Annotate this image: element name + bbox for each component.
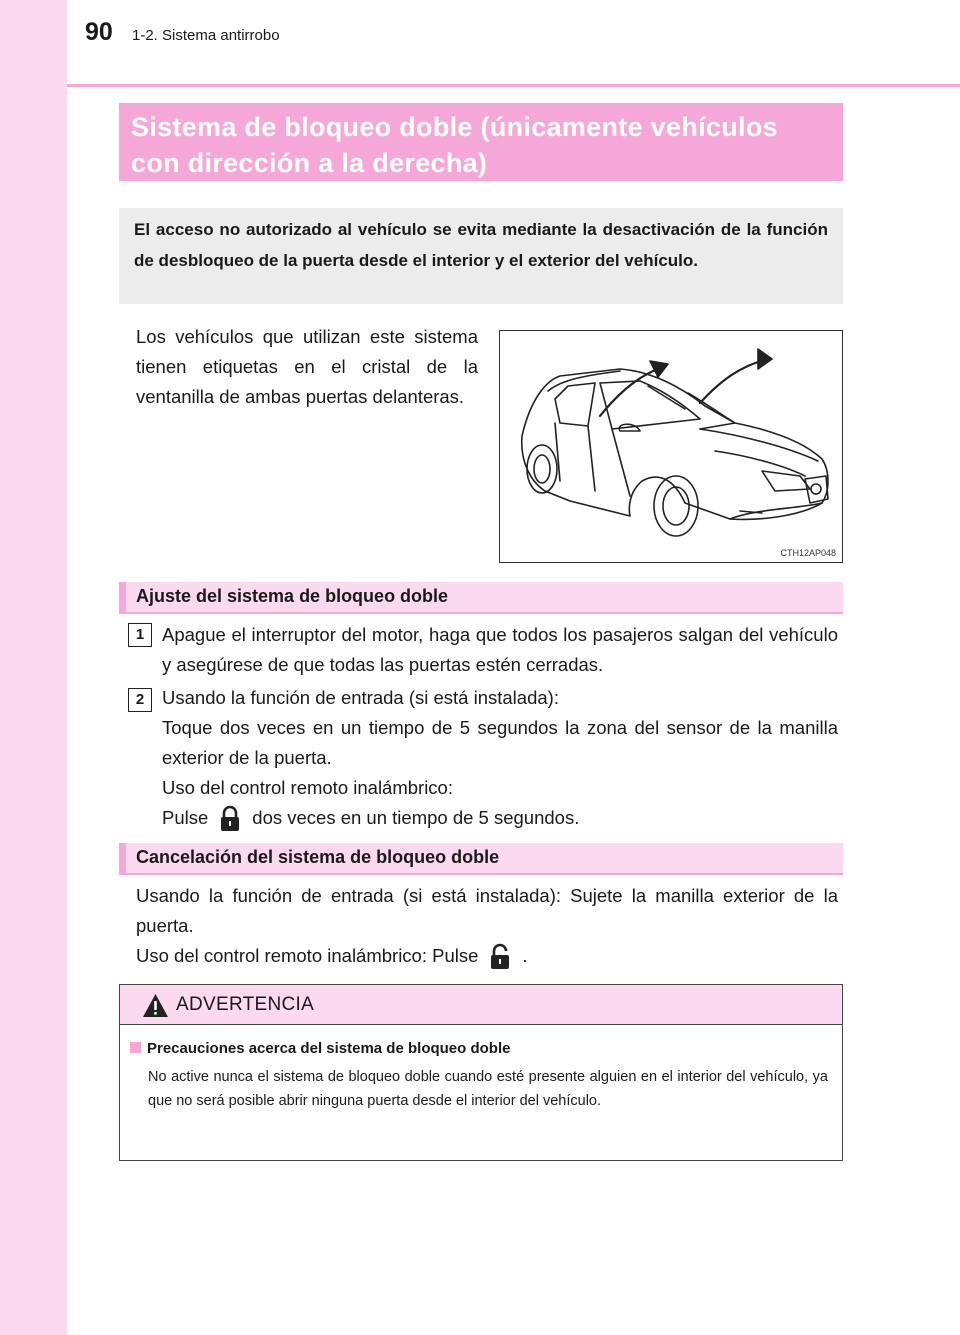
running-head: 1-2. Sistema antirrobo <box>132 27 280 44</box>
cancel-heading: Cancelación del sistema de bloqueo doble <box>119 843 843 875</box>
step-2-line-3: Uso del control remoto inalámbrico: <box>162 777 453 798</box>
step-2-text <box>162 683 838 833</box>
label-description: Los vehículos que utilizan este sistema tienen etiquetas en el cristal de la ventanilla de ambas puertas delanteras. <box>136 326 478 407</box>
lock-icon <box>218 805 242 833</box>
warning-box <box>119 984 843 1161</box>
section-title-line-1: Sistema de bloqueo doble (únicamente vehículos <box>131 112 778 142</box>
cancel-text-1: Usando la función de entrada (si está instalada): Sujete la manilla exterior de la puerta. <box>136 885 838 936</box>
step-2-line-1: Usando la función de entrada (si está instalada): <box>162 687 559 708</box>
unlock-icon <box>488 943 512 971</box>
step-2-line-4 <box>162 803 838 833</box>
cancel-period: . <box>522 945 528 966</box>
section-title-line-2: con dirección a la derecha) <box>131 148 488 178</box>
car-illustration <box>499 330 843 563</box>
cancel-pulse-label: Uso del control remoto inalámbrico: Pulse <box>136 945 479 966</box>
step-2-pulse-label: Pulse <box>162 807 209 828</box>
car-drawing <box>500 331 841 561</box>
header-rule <box>67 84 960 87</box>
section-title <box>119 103 843 181</box>
intro-summary: El acceso no autorizado al vehículo se evita mediante la desactivación de la función de desbloqueo de la puerta desde el interior y el exterior del vehículo. <box>119 208 843 304</box>
step-1-text: Apague el interruptor del motor, haga que todos los pasajeros salgan del vehículo y asegúrese de que todas las puertas estén cerradas. <box>162 624 838 675</box>
warning-subheading <box>130 1040 510 1057</box>
warning-bullet-square <box>130 1042 141 1053</box>
setting-heading: Ajuste del sistema de bloqueo doble <box>119 582 843 614</box>
warning-label: ADVERTENCIA <box>176 994 315 1015</box>
cancel-text <box>136 881 838 971</box>
page-margin-band <box>0 0 67 1335</box>
warning-header <box>120 985 842 1025</box>
warning-body: No active nunca el sistema de bloqueo doble cuando esté presente alguien en el interior del vehículo, ya que no será posible abrir ninguna puerta desde el interior del vehículo. <box>148 1069 828 1109</box>
step-number-1: 1 <box>128 623 152 647</box>
cancel-text-2 <box>136 941 838 971</box>
page-number: 90 <box>85 18 113 46</box>
figure-code: CTH12AP048 <box>780 548 836 558</box>
warning-triangle-icon <box>142 993 169 1018</box>
step-2-pulse-rest: dos veces en un tiempo de 5 segundos. <box>252 807 580 828</box>
warning-subheading-text: Precauciones acerca del sistema de bloqueo doble <box>147 1040 511 1057</box>
step-number-2: 2 <box>128 688 152 712</box>
step-2-line-2: Toque dos veces en un tiempo de 5 segundos la zona del sensor de la manilla exterior de la puerta. <box>162 717 838 768</box>
